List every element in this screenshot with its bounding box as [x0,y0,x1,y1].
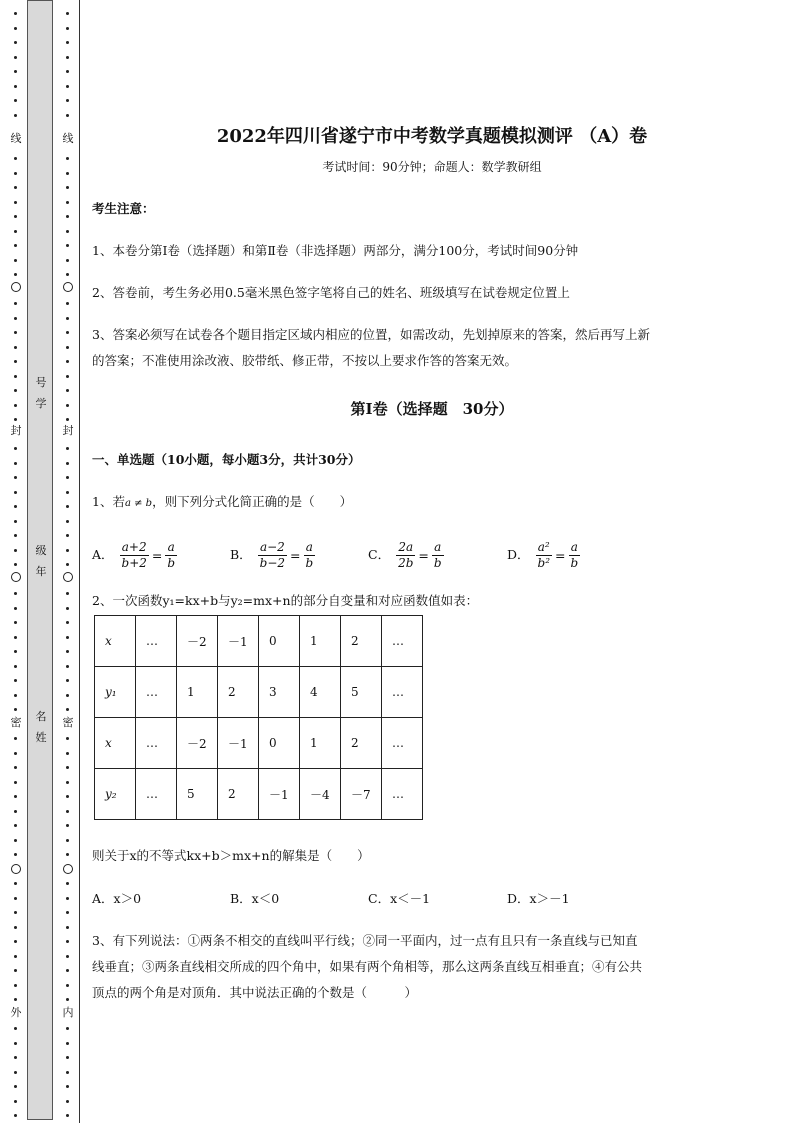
binding-dot [66,360,69,363]
binding-dot [14,795,17,798]
binding-dot [66,230,69,233]
binding-dot [66,389,69,392]
q1-cond: a ≠ b [124,498,153,509]
q1-b-rn: a [304,540,316,556]
binding-dot [14,969,17,972]
binding-dot [66,897,69,900]
binding-dot [14,984,17,987]
binding-dot [66,404,69,407]
binding-dot [66,99,69,102]
binding-dot [14,694,17,697]
binding-dot [14,926,17,929]
binding-dot [14,897,17,900]
notice-heading: 考生注意： [92,201,155,216]
label-xue: 学 [35,397,47,410]
label-ji: 级 [35,544,47,557]
binding-mark: 线 [62,132,74,145]
binding-dot [14,737,17,740]
table-row [95,769,423,820]
student-info-bar [27,0,53,1120]
binding-dot [14,56,17,59]
binding-dot [14,534,17,537]
table-cell: … [382,769,423,820]
binding-dot [14,114,17,117]
binding-mark: 密 [62,716,74,729]
binding-dot [14,317,17,320]
binding-line [79,0,80,1123]
binding-dot [14,1071,17,1074]
binding-dot [66,781,69,784]
binding-dot [66,346,69,349]
binding-dot [66,1114,69,1117]
binding-dot [14,621,17,624]
question-3-line-2: 线垂直；③两条直线相交所成的四个角中，如果有两个角相等，那么这两条直线互相垂直；④有公共 [92,959,643,974]
binding-dot [66,984,69,987]
q2-option-c[interactable]: C．x＜－1 [368,891,431,906]
q2-option-d[interactable]: D．x＞－1 [507,891,570,906]
q1-a-rn: a [165,540,177,556]
binding-dot [14,911,17,914]
table-cell: －4 [300,769,341,820]
binding-dot [66,375,69,378]
binding-dot [66,621,69,624]
dot-column-outer [9,0,23,1123]
table-row [95,667,423,718]
binding-mark: 线 [10,132,22,145]
table-cell: －1 [218,616,259,667]
binding-mark: 内 [62,1006,74,1019]
q1-b-rd: b [305,556,314,570]
binding-dot [66,157,69,160]
binding-dot [66,679,69,682]
binding-dot [66,940,69,943]
binding-dot [66,85,69,88]
binding-dot [14,679,17,682]
binding-dot [66,244,69,247]
binding-mark: 密 [10,716,22,729]
binding-dot [66,476,69,479]
q1-option-d[interactable]: D． $\frac{\text{a²}}{\text{b²}}$ = $\frac{a}{b}$ [507,540,579,570]
page-subtitle: 考试时间：90分钟；命题人：数学教研组 [322,160,542,174]
table-cell: －1 [218,718,259,769]
binding-dot [66,853,69,856]
dot-column-inner [61,0,75,1123]
binding-dot [14,708,17,711]
q2-option-b[interactable]: B．x＜0 [230,891,280,906]
binding-circle-icon [11,864,21,874]
q1-post: ，则下列分式化简正确的是（ ） [152,494,353,509]
binding-circle-icon [63,572,73,582]
binding-dot [66,447,69,450]
label-ming: 名 [35,710,47,723]
table-cell: … [136,667,177,718]
binding-dot [66,708,69,711]
binding-dot [14,766,17,769]
binding-dot [14,389,17,392]
binding-dot [66,302,69,305]
q1-d-rd: b [570,556,579,570]
binding-dot [66,1085,69,1088]
binding-dot [66,215,69,218]
table-cell: x [95,616,136,667]
binding-dot [14,404,17,407]
binding-dot [14,27,17,30]
binding-dot [14,476,17,479]
q1-option-a[interactable]: A． $\frac{a+2}{b+2}$ = $\frac{a}{b}$ [92,540,176,570]
binding-dot [14,273,17,276]
table-cell: 1 [300,616,341,667]
q1-d-lhs [536,540,553,571]
binding-dot [14,650,17,653]
q1-d-label: D． [507,547,530,562]
binding-dot [14,1100,17,1103]
table-cell: … [136,718,177,769]
q1-option-c[interactable]: C． $\frac{2a}{2b}$ = $\frac{a}{b}$ [368,540,442,570]
binding-dot [14,549,17,552]
table-cell: 4 [300,667,341,718]
binding-dot [66,926,69,929]
q1-d-rhs [569,540,581,571]
binding-dot [14,1114,17,1117]
binding-dot [14,99,17,102]
label-xing: 姓 [35,731,47,744]
binding-dot [66,172,69,175]
binding-circle-icon [11,572,21,582]
binding-dot [14,346,17,349]
binding-dot [14,375,17,378]
table-cell: －1 [259,769,300,820]
q1-a-rhs [165,540,177,571]
binding-dot [66,592,69,595]
q1-c-label: C． [368,547,391,562]
binding-dot [14,85,17,88]
binding-dot [66,186,69,189]
binding-dot [66,462,69,465]
binding-dot [14,810,17,813]
binding-dot [14,70,17,73]
binding-dot [66,418,69,421]
binding-dot [66,824,69,827]
binding-dot [14,1085,17,1088]
q1-a-lhs [120,540,149,571]
q1-a-label: A． [92,547,114,562]
binding-dot [14,520,17,523]
binding-dot [14,839,17,842]
table-row [95,718,423,769]
q1-d-ld: b² [537,556,551,570]
binding-dot [66,882,69,885]
binding-dot [14,41,17,44]
table-cell: … [382,616,423,667]
question-2-stem: 2、一次函数y₁=kx+b与y₂=mx+n的部分自变量和对应函数值如表： [92,593,479,608]
table-cell: 2 [341,616,382,667]
q2-option-a[interactable]: A．x＞0 [92,891,142,906]
binding-dot [66,1027,69,1030]
section-title: 第Ⅰ卷（选择题 30分） [350,400,514,418]
binding-dot [66,810,69,813]
binding-dot [14,12,17,15]
binding-dot [14,636,17,639]
binding-dot [14,259,17,262]
q1-c-rd: b [433,556,442,570]
binding-dot [14,563,17,566]
table-cell: －7 [341,769,382,820]
binding-dot [14,1027,17,1030]
binding-mark: 封 [62,424,74,437]
table-cell: … [382,667,423,718]
binding-circle-icon [63,282,73,292]
table-cell: … [136,769,177,820]
binding-dot [66,259,69,262]
binding-dot [14,215,17,218]
table-cell: 0 [259,616,300,667]
binding-dot [66,955,69,958]
q1-d-rn: a [569,540,581,556]
q1-pre: 1、若 [92,494,125,509]
binding-dot [66,563,69,566]
binding-dot [66,331,69,334]
binding-dot [14,781,17,784]
label-hao: 号 [35,376,47,389]
q1-c-ln: 2a [396,540,415,556]
q1-d-ln: a² [536,540,553,556]
binding-dot [66,737,69,740]
q1-b-rhs [304,540,316,571]
table-cell: 0 [259,718,300,769]
table-cell: 5 [341,667,382,718]
binding-dot [66,549,69,552]
binding-dot [14,1042,17,1045]
binding-dot [14,201,17,204]
binding-dot [66,114,69,117]
label-nian: 年 [35,565,47,578]
q1-b-lhs [258,540,287,571]
binding-dot [66,1100,69,1103]
binding-dot [66,795,69,798]
binding-dot [66,505,69,508]
binding-dot [14,462,17,465]
binding-dot [66,650,69,653]
binding-dot [66,694,69,697]
binding-dot [14,244,17,247]
question-1-stem [92,489,352,517]
q1-b-ld: b−2 [259,556,286,570]
binding-dot [66,636,69,639]
binding-dot [14,172,17,175]
table-cell: 2 [218,769,259,820]
binding-dot [66,1056,69,1059]
q1-a-rd: b [167,556,176,570]
page-title: 2022年四川省遂宁市中考数学真题模拟测评 （A）卷 [216,126,648,147]
table-row [95,616,423,667]
question-2-ask: 则关于x的不等式kx+b＞mx+n的解集是（ ） [92,848,370,863]
binding-dot [66,607,69,610]
binding-dot [66,317,69,320]
binding-dot [66,201,69,204]
notice-item-2: 2、答卷前，考生务必用0.5毫米黑色签字笔将自己的姓名、班级填写在试卷规定位置上 [92,285,570,300]
binding-dot [14,940,17,943]
binding-dot [66,70,69,73]
table-cell: x [95,718,136,769]
binding-circle-icon [11,282,21,292]
binding-dot [66,27,69,30]
table-cell: y₂ [95,769,136,820]
q1-a-ln: a+2 [120,540,149,556]
binding-dot [14,447,17,450]
table-cell: 3 [259,667,300,718]
binding-dot [66,12,69,15]
binding-dot [66,969,69,972]
notice-item-3b: 的答案；不准使用涂改液、胶带纸、修正带，不按以上要求作答的答案无效。 [92,353,518,368]
binding-mark: 外 [10,1006,22,1019]
binding-dot [14,1056,17,1059]
binding-dot [14,331,17,334]
q1-c-lhs [396,540,415,571]
binding-dot [66,491,69,494]
q1-b-ln: a−2 [258,540,287,556]
binding-dot [66,665,69,668]
q1-a-ld: b+2 [121,556,147,570]
binding-dot [14,998,17,1001]
value-table [94,615,423,820]
part-heading: 一、单选题（10小题，每小题3分，共计30分） [92,452,361,467]
binding-dot [14,302,17,305]
binding-circle-icon [63,864,73,874]
table-cell: … [136,616,177,667]
binding-dot [14,592,17,595]
table-cell: y₁ [95,667,136,718]
table-cell: －2 [177,718,218,769]
binding-dot [66,998,69,1001]
binding-dot [14,607,17,610]
binding-dot [14,665,17,668]
binding-dot [66,41,69,44]
binding-dot [14,853,17,856]
binding-dot [66,1071,69,1074]
binding-dot [66,911,69,914]
question-3-line-1: 3、有下列说法：①两条不相交的直线叫平行线；②同一平面内，过一点有且只有一条直线与已知直 [92,933,638,948]
binding-dot [66,1042,69,1045]
table-cell: … [382,718,423,769]
notice-item-3a: 3、答案必须写在试卷各个题目指定区域内相应的位置，如需改动，先划掉原来的答案，然后再写上新 [92,327,650,342]
binding-dot [14,824,17,827]
binding-dot [14,491,17,494]
table-cell: 2 [341,718,382,769]
binding-dot [14,418,17,421]
question-3-line-3: 顶点的两个角是对顶角．其中说法正确的个数是（ ） [92,985,418,1000]
binding-dot [14,360,17,363]
binding-dot [66,752,69,755]
binding-dot [66,534,69,537]
q1-c-rhs [432,540,444,571]
binding-dot [14,186,17,189]
binding-dot [14,752,17,755]
binding-dot [14,505,17,508]
binding-dot [66,56,69,59]
notice-item-1: 1、本卷分第Ⅰ卷（选择题）和第Ⅱ卷（非选择题）两部分，满分100分，考试时间90分钟 [92,243,579,258]
binding-dot [66,766,69,769]
table-cell: 5 [177,769,218,820]
binding-dot [14,882,17,885]
binding-dot [14,157,17,160]
table-cell: 1 [300,718,341,769]
binding-dot [66,273,69,276]
q1-c-rn: a [432,540,444,556]
binding-dot [14,955,17,958]
q1-b-label: B． [230,547,252,562]
q1-c-ld: 2b [398,556,414,570]
table-cell: 1 [177,667,218,718]
binding-dot [14,230,17,233]
table-cell: 2 [218,667,259,718]
binding-strip [0,0,90,1123]
binding-dot [66,839,69,842]
table-cell: －2 [177,616,218,667]
binding-mark: 封 [10,424,22,437]
q1-option-b[interactable]: B． $\frac{a-2}{b-2}$ = $\frac{a}{b}$ [230,540,314,570]
binding-dot [66,520,69,523]
